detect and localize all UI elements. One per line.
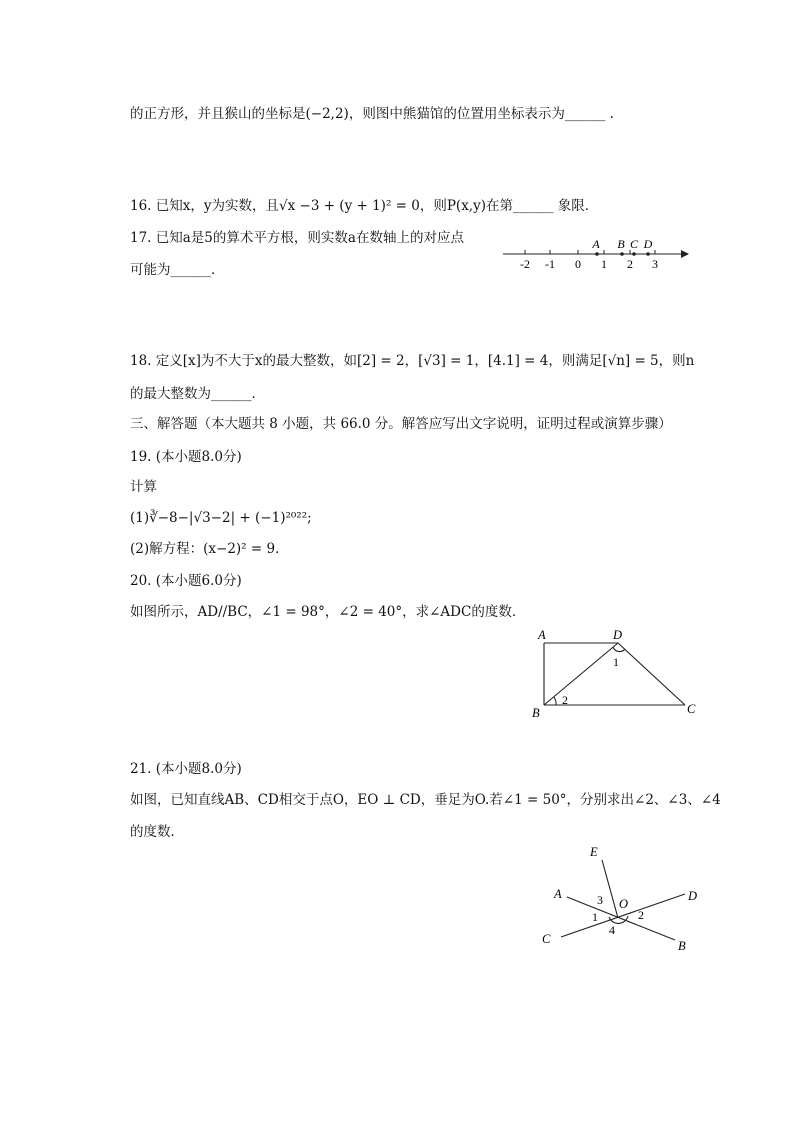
- vertex-label: B: [532, 706, 540, 720]
- point-label: A: [554, 887, 562, 901]
- angle-label: 3: [597, 893, 603, 907]
- number-line-figure: [495, 232, 695, 272]
- question-19-part2: (2)解方程：(x−2)² = 9．: [130, 541, 289, 557]
- question-17-line2: 可能为______．: [130, 262, 225, 278]
- point-label: D: [643, 237, 653, 251]
- angle-label: 1: [613, 655, 619, 669]
- vertex-label: C: [687, 702, 696, 716]
- section-heading: 三、解答题（本大题共 8 小题，共 66.0 分。解答应写出文字说明，证明过程或演算步骤）: [130, 416, 672, 432]
- angle-label: 1: [592, 910, 598, 924]
- intersecting-lines-figure: [535, 840, 710, 955]
- question-17-line1: 17. 已知a是5的算术平方根，则实数a在数轴上的对应点: [130, 230, 464, 246]
- question-20-text: 如图所示，AD//BC，∠1 = 98°，∠2 = 40°，求∠ADC的度数．: [130, 604, 526, 620]
- question-21-text-line2: 的度数．: [130, 824, 184, 840]
- question-19-prompt: 计算: [130, 479, 157, 495]
- tick-label: 0: [575, 257, 581, 271]
- tick-label: -1: [545, 257, 555, 271]
- angle-label: 2: [562, 693, 568, 707]
- point-label: O: [619, 897, 629, 911]
- point-label: B: [617, 237, 625, 251]
- question-19-header: 19. (本小题8.0分): [130, 449, 242, 465]
- vertex-label: D: [613, 628, 623, 642]
- point-label: D: [688, 889, 698, 903]
- tick-label: -2: [520, 257, 530, 271]
- question-18-line1: 18. 定义[x]为不大于x的最大整数，如[2] = 2，[√3] = 1，[4.1] = 4，则满足[√n] = 5，则n: [130, 353, 695, 369]
- vertex-label: A: [538, 628, 546, 642]
- arrow-icon: [681, 250, 689, 258]
- point-label: E: [590, 845, 598, 859]
- point-label: C: [542, 932, 551, 946]
- text-line-1: 的正方形，并且猴山的坐标是(−2,2)，则图中熊猫馆的位置用坐标表示为______ .: [130, 106, 614, 122]
- tick-label: 2: [627, 257, 633, 271]
- question-21-text: 如图，已知直线AB、CD相交于点O，EO ⊥ CD，垂足为O.若∠1 = 50°，分别求出∠2、∠3、∠4: [130, 792, 721, 808]
- question-21-header: 21. (本小题8.0分): [130, 761, 242, 777]
- point-label: B: [678, 939, 686, 953]
- question-19-part1: (1)∛−8−|√3−2| + (−1)²⁰²²;: [130, 510, 312, 526]
- point-label: C: [629, 237, 639, 251]
- angle-label: 2: [638, 908, 644, 922]
- trapezoid-figure: [530, 625, 705, 725]
- point-label: A: [592, 237, 600, 251]
- question-16: 16. 已知x，y为实数，且√x −3 + (y + 1)² = 0，则P(x,y)在第______ 象限．: [130, 198, 599, 214]
- question-18-line2: 的最大整数为______．: [130, 386, 265, 402]
- tick-label: 1: [601, 257, 607, 271]
- question-20-header: 20. (本小题6.0分): [130, 573, 242, 589]
- tick-label: 3: [652, 257, 658, 271]
- angle-label: 4: [609, 923, 615, 937]
